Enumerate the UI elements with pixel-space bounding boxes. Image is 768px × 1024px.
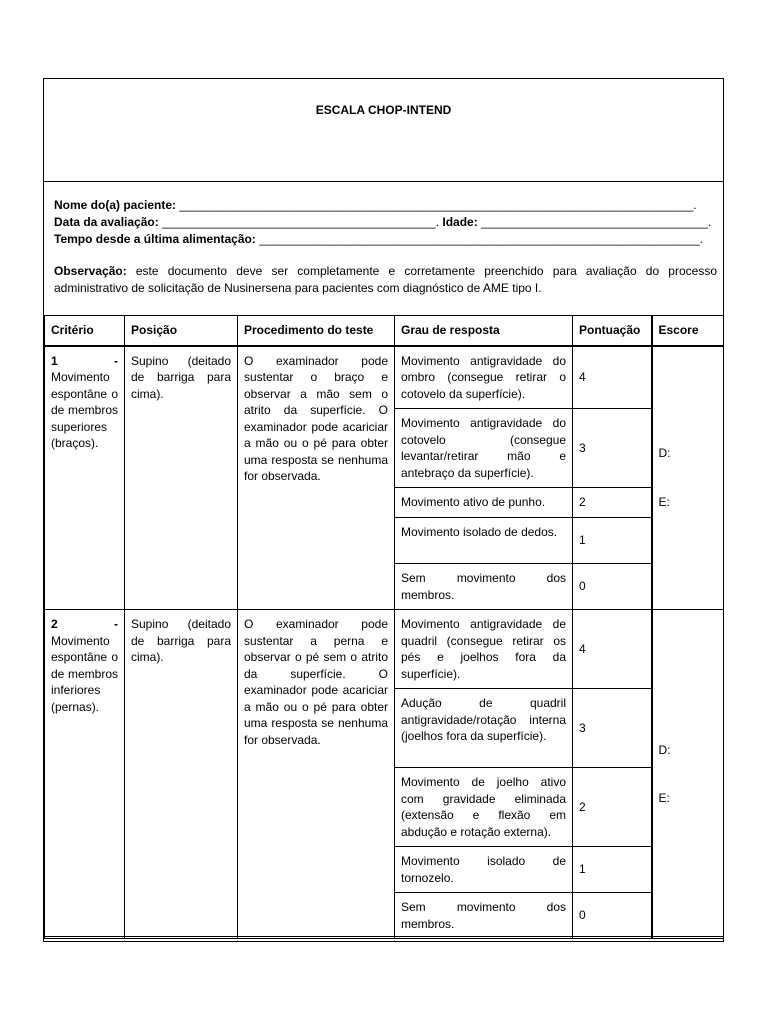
response-cell: Movimento ativo de punho. [395,488,573,518]
score-cell: 4 [573,346,652,409]
document-title: ESCALA CHOP-INTEND [315,103,452,117]
response-cell: Movimento isolado de tornozelo. [395,847,573,893]
header-posicao: Posição [125,316,238,346]
chop-intend-table [44,315,724,939]
criterion-cell [45,346,125,610]
evaluation-date-field[interactable]: _________________________________________. [162,215,440,229]
score-cell: 1 [573,847,652,893]
escore-cell [652,610,724,939]
criterion-number: 1 - [51,353,118,368]
position-cell: Supino (deitado de barriga para cima). [125,346,238,610]
position-cell: Supino (deitado de barriga para cima). [125,610,238,939]
table-row [45,346,724,409]
header-pontuacao: Pontuação [573,316,652,346]
escore-e[interactable]: E: [658,494,670,509]
header-grau: Grau de resposta [395,316,573,346]
criterion-name: Movimento espontâne o de membros superiores (braços). [51,370,118,450]
feeding-time-label: Tempo desde a última alimentação: [54,232,256,246]
criterion-number: 2 - [51,617,118,631]
age-field[interactable]: __________________________________. [481,215,712,229]
evaluation-date-line [54,214,714,231]
criterion-name: Movimento espontâne o de membros inferiores (pernas). [51,633,118,714]
criterion-cell [45,610,125,939]
procedure-cell: O examinador pode sustentar o braço e observar a mão sem o atrito da superfície. O examinador pode acariciar a mão ou o pé para obter uma resposta se nenhuma for observada. [238,346,395,610]
observation-note [54,263,717,297]
response-cell: Adução de quadril antigravidade/rotação interna (joelhos fora da superfície). [395,689,573,768]
procedure-cell: O examinador pode sustentar a perna e observar o pé sem o atrito da superfície. O examinador pode acariciar a mão ou o pé para obter uma resposta se nenhuma for observada. [238,610,395,939]
response-cell: Movimento antigravidade do ombro (consegue retirar o cotovelo da superfície). [395,346,573,409]
bottom-rule [44,936,723,937]
score-cell: 3 [573,409,652,488]
score-cell: 2 [573,768,652,847]
escore-e[interactable]: E: [658,791,670,805]
response-cell: Sem movimento dos membros. [395,893,573,939]
score-cell: 1 [573,518,652,564]
response-cell: Movimento isolado de dedos. [395,518,573,564]
response-cell: Sem movimento dos membros. [395,564,573,610]
patient-name-label: Nome do(a) paciente: [54,198,177,212]
table-header-row [45,316,724,346]
title-box [44,79,723,182]
patient-info [54,197,714,248]
escore-cell [652,346,724,610]
score-cell: 2 [573,488,652,518]
observation-label: Observação: [54,264,127,278]
header-procedimento: Procedimento do teste [238,316,395,346]
age-label: Idade: [442,215,478,229]
feeding-time-line [54,231,714,248]
patient-name-field[interactable]: _____________________________________________________________________________. [179,198,697,212]
feeding-time-field[interactable]: __________________________________________________________________. [259,232,703,246]
observation-text: este documento deve ser completamente e corretamente preenchido para avaliação do processo administrativo de solicitação de Nusinersena para pacientes com diagnóstico de AME tipo I. [54,264,717,295]
response-cell: Movimento de joelho ativo com gravidade eliminada (extensão e flexão em abdução e rotação externa). [395,768,573,847]
form-frame [43,78,724,942]
header-escore: Escore [652,316,724,346]
escore-d[interactable]: D: [658,742,671,757]
table-row [45,610,724,689]
score-cell: 3 [573,689,652,768]
score-cell: 0 [573,893,652,939]
escore-d[interactable]: D: [658,446,671,461]
evaluation-date-label: Data da avaliação: [54,215,159,229]
score-cell: 4 [573,610,652,689]
response-cell: Movimento antigravidade de quadril (consegue retirar os pés e joelhos fora da superfície). [395,610,573,689]
patient-name-line [54,197,714,214]
score-cell: 0 [573,564,652,610]
header-criterio: Critério [45,316,125,346]
response-cell: Movimento antigravidade do cotovelo (consegue levantar/retirar mão e antebraço da superfície). [395,409,573,488]
